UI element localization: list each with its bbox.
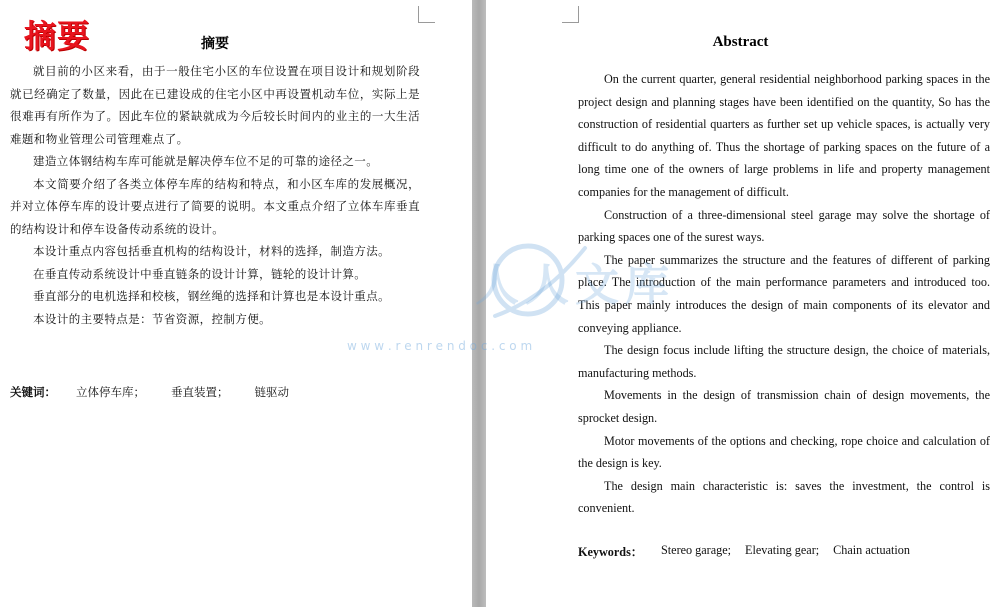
- cn-abstract-body: [10, 60, 420, 330]
- cn-keywords-label: 关键词：: [10, 385, 56, 399]
- en-paragraph: Motor movements of the options and checking, rope choice and calculation of the design is key.: [578, 433, 990, 471]
- abstract-stamp: 摘要: [24, 17, 91, 55]
- crop-mark-top-left: [562, 6, 579, 23]
- en-abstract-body: [578, 68, 990, 520]
- cn-paragraph: 本设计重点内容包括垂直机构的结构设计，材料的选择，制造方法。: [33, 244, 390, 258]
- en-paragraph: The design focus include lifting the structure design, the choice of materials, manufacturing methods.: [578, 343, 990, 380]
- cn-paragraph: 本文简要介绍了各类立体停车库的结构和特点，和小区车库的发展概况，并对立体停车库的设计要点进行了简要的说明。本文重点介绍了立体车库垂直的结构设计和停车设备传动系统的设计。: [10, 176, 420, 236]
- watermark-url: w w w . r e n r e n d o c . c o m: [347, 339, 533, 353]
- en-keyword: Elevating gear;: [745, 543, 820, 557]
- en-paragraph: The paper summarizes the structure and the features of different of parking place. The introduction of the main performance parameters and introduced too. This paper mainly introduces the design of main components of its elevator and conveying appliance.: [578, 252, 990, 335]
- cn-paragraph: 本设计的主要特点是：节省资源，控制方便。: [33, 311, 271, 326]
- cn-keyword: 垂直装置；: [171, 385, 229, 399]
- cn-paragraph: 就目前的小区来看，由于一般住宅小区的车位设置在项目设计和规划阶段就已经确定了数量，因此在已建设成的住宅小区中再设置机动车位，实际上是很难再有所作为了。因此车位的紧缺就成为今后较长时间内的业主的一大生活难题和物业管理公司管理难点了。: [10, 64, 420, 146]
- cn-paragraph: 在垂直传动系统设计中垂直链条的设计计算，链轮的设计计算。: [33, 266, 367, 281]
- cn-paragraph: 建造立体钢结构车库可能就是解决停车位不足的可靠的途径之一。: [33, 154, 379, 168]
- cn-keyword: 链驱动: [254, 385, 289, 399]
- cn-paragraph: 垂直部分的电机选择和校核，钢丝绳的选择和计算也是本设计重点。: [33, 289, 390, 303]
- en-keyword: Stereo garage;: [661, 543, 732, 557]
- cn-keyword: 立体停车库；: [76, 385, 145, 399]
- en-paragraph: Movements in the design of transmission chain of design movements, the sprocket design.: [578, 388, 990, 425]
- page-gutter: [472, 0, 486, 607]
- cn-abstract-title: 摘要: [201, 36, 229, 52]
- watermark-logo-text: 人人文库: [475, 260, 675, 311]
- en-paragraph: The design main characteristic is: saves the investment, the control is convenient.: [578, 478, 990, 516]
- en-keywords-label: Keywords：: [578, 545, 643, 559]
- en-paragraph: Construction of a three-dimensional steel garage may solve the shortage of parking spaces one of the surest ways.: [578, 207, 990, 245]
- en-paragraph: On the current quarter, general residential neighborhood parking spaces in the project design and planning stages have been identified on the quantity, So has the construction of residential quarters as further set up vehicle spaces, is actually very difficult to do anything of. Thus the shortage of parking spaces on the future of a long time one of the owners of large problems in life and property management companies for the management of difficult.: [578, 72, 990, 199]
- en-keywords: [578, 543, 924, 560]
- en-keyword: Chain actuation: [833, 543, 910, 557]
- en-abstract-title: Abstract: [712, 34, 769, 50]
- cn-keywords: [10, 384, 315, 400]
- crop-mark-top-right: [418, 6, 435, 23]
